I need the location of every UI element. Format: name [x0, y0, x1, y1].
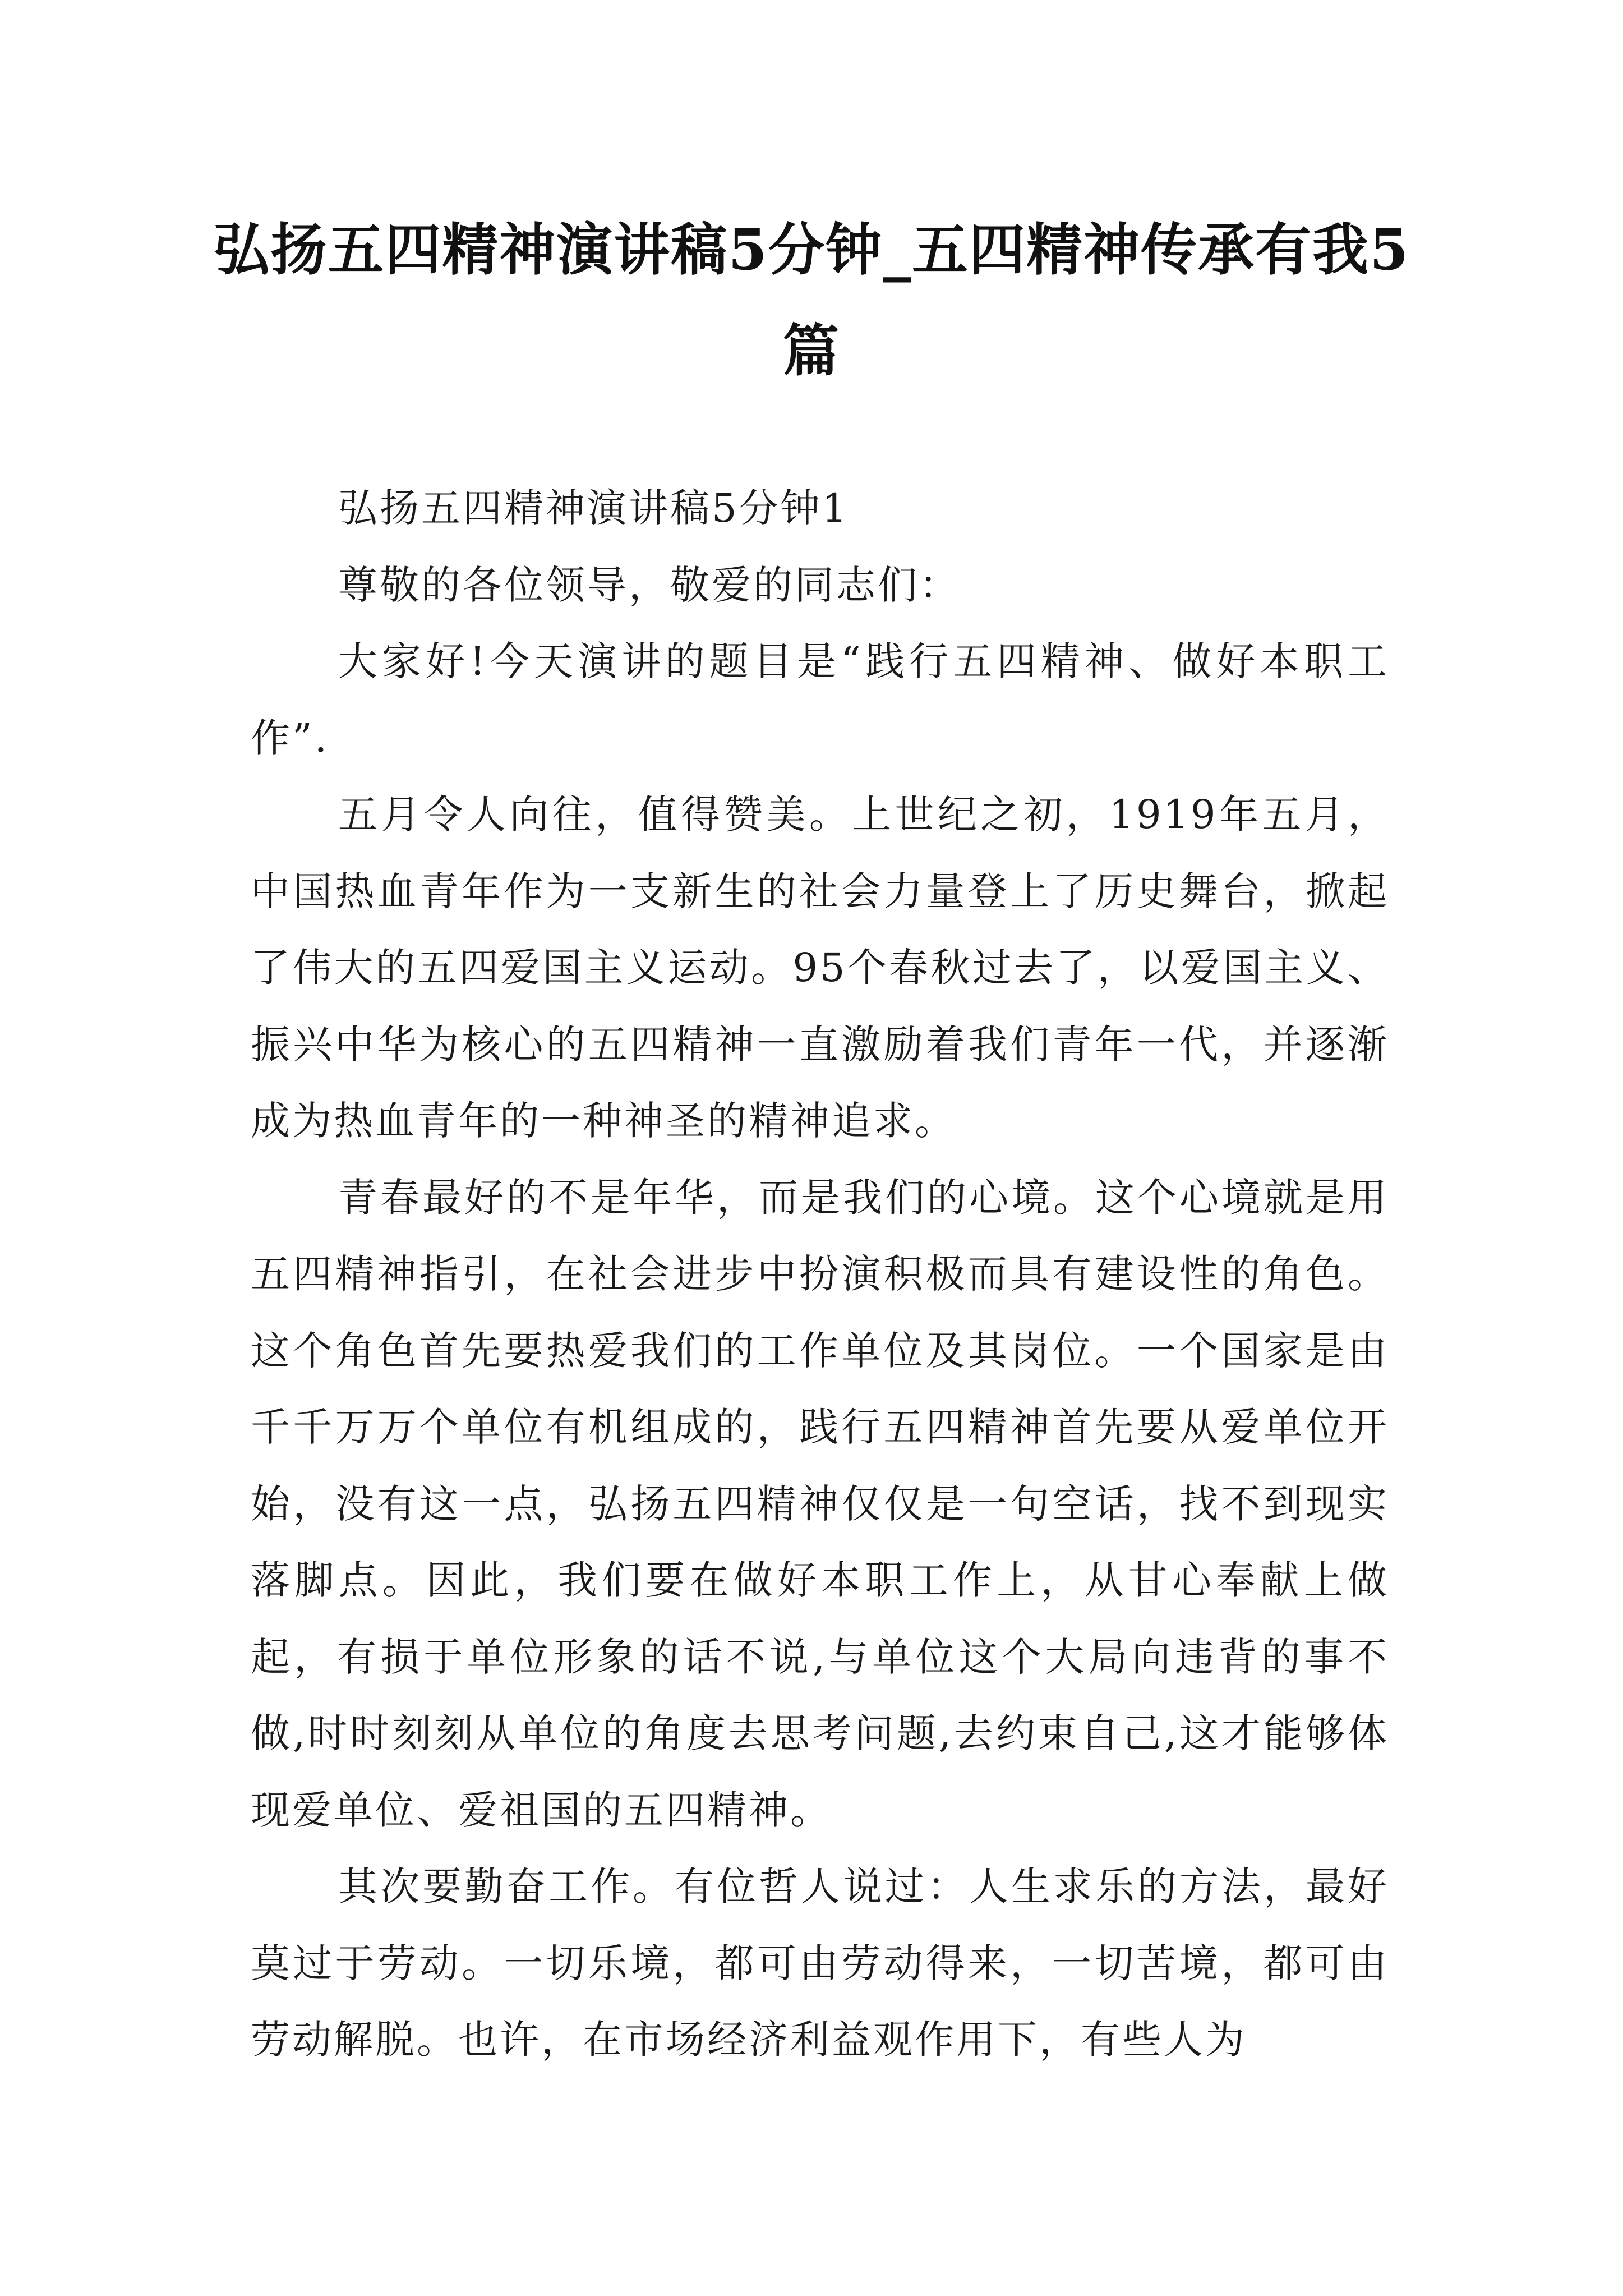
- paragraph: 青春最好的不是年华，而是我们的心境。这个心境就是用五四精神指引，在社会进步中扮演积极而具有建设性的角色。这个角色首先要热爱我们的工作单位及其岗位。一个国家是由千千万万个单位有机组成的，践行五四精神首先要从爱单位开始，没有这一点，弘扬五四精神仅仅是一句空话，找不到现实落脚点。因此，我们要在做好本职工作上，从甘心奉献上做起，有损于单位形象的话不说,与单位这个大局向违背的事不做,时时刻刻从单位的角度去思考问题,去约束自己,这才能够体现爱单位、爱祖国的五四精神。: [251, 1174, 1389, 1833]
- document-body: [251, 470, 1389, 2078]
- document-title: 弘扬五四精神演讲稿5分钟_五四精神传承有我5篇: [213, 217, 1410, 384]
- paragraph: 五月令人向往，值得赞美。上世纪之初，1919年五月，中国热血青年作为一支新生的社会力量登上了历史舞台，掀起了伟大的五四爱国主义运动。95个春秋过去了，以爱国主义、振兴中华为核心的五四精神一直激励着我们青年一代，并逐渐成为热血青年的一种神圣的精神追求。: [251, 792, 1389, 1144]
- paragraph-subheading: 弘扬五四精神演讲稿5分钟1: [338, 485, 850, 531]
- paragraph-salutation: 尊敬的各位领导，敬爱的同志们：: [338, 562, 961, 608]
- paragraph: 其次要勤奋工作。有位哲人说过：人生求乐的方法，最好莫过于劳动。一切乐境，都可由劳动得来，一切苦境，都可由劳动解脱。也许，在市场经济利益观作用下，有些人为: [251, 1864, 1389, 2063]
- paragraph-greeting: 大家好!今天演讲的题目是“践行五四精神、做好本职工作”.: [251, 638, 1389, 761]
